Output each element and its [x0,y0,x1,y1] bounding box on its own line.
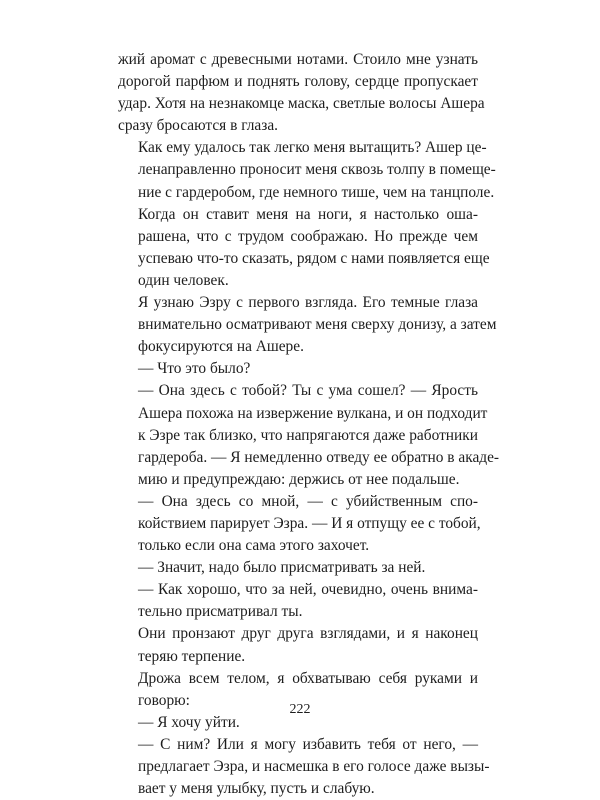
paragraph [118,491,481,557]
text-line: — Она здесь со мной, — с убийственным спо- [138,492,478,510]
text-line: фокусируются на Ашере. [138,338,304,356]
text-line: койствием парирует Эзра. — И я отпущу ее с тобой, [138,514,481,532]
text-line: рашена, что с трудом соображаю. Но прежде чем [138,227,478,245]
text-line: Как ему удалось так легко меня вытащить? Ашер це- [138,139,487,157]
paragraph [118,137,496,203]
paragraph [118,579,478,623]
text-line: жий аромат с древесными нотами. Стоило мне узнать [118,51,478,68]
text-line: Дрожа всем телом, я обхватываю себя руками и [138,669,478,687]
text-line: мию и предупреждаю: держись от нее подальше. [138,470,460,488]
text-line: — Значит, надо было присматривать за ней. [138,559,426,577]
text-line: к Эзре так близко, что напрягаются даже работники [138,426,478,444]
text-line: гардероба. — Я немедленно отведу ее обратно в акаде- [138,448,500,466]
page-text [118,49,500,800]
text-line: Ашера похожа на извержение вулкана, и он подходит [138,404,488,422]
text-line: — Как хорошо, что за ней, очевидно, очень внима- [138,581,478,599]
text-line: удар. Хотя на незнакомце маска, светлые волосы Ашера [118,95,485,113]
text-line: один человек. [138,271,229,289]
text-line: вает у меня улыбку, пусть и слабую. [138,780,375,798]
paragraph [118,358,478,380]
text-line: — Я хочу уйти. [138,713,240,731]
text-line: только если она сама этого захочет. [138,537,370,555]
text-line: Они пронзают друг друга взглядами, и я наконец [138,625,478,643]
paragraph [118,557,478,579]
paragraph [118,623,478,667]
text-line: ленаправленно проносит меня сквозь толпу в помеще- [138,161,496,179]
text-line: — Что это было? [138,360,251,378]
paragraph [118,380,500,490]
text-line: Я узнаю Эзру с первого взгляда. Его темные глаза [138,294,478,312]
paragraph [118,204,490,292]
text-line: внимательно осматривают меня сверху донизу, а затем [138,316,497,334]
text-line: теряю терпение. [138,647,246,665]
text-line: тельно присматривал ты. [138,603,303,621]
paragraph [118,292,497,358]
paragraph [118,49,485,137]
text-line: успеваю что-то сказать, рядом с нами появляется еще [138,249,490,267]
text-line: говорю: [138,691,190,709]
text-line: сразу бросаются в глаза. [118,117,278,135]
text-line: дорогой парфюм и поднять голову, сердце пропускает [118,73,478,91]
text-line: предлагает Эзра, и насмешка в его голосе даже вызы- [138,758,490,775]
text-line: Когда он ставит меня на ноги, я настолько оша- [138,205,478,223]
text-line: — Она здесь с тобой? Ты с ума сошел? — Ярость [138,382,478,400]
text-line: — С ним? Или я могу избавить тебя от него, — [138,735,478,753]
paragraph [118,734,490,800]
text-line: ние с гардеробом, где немного тише, чем на танцполе. [138,183,495,201]
page-number: 222 [289,702,311,717]
